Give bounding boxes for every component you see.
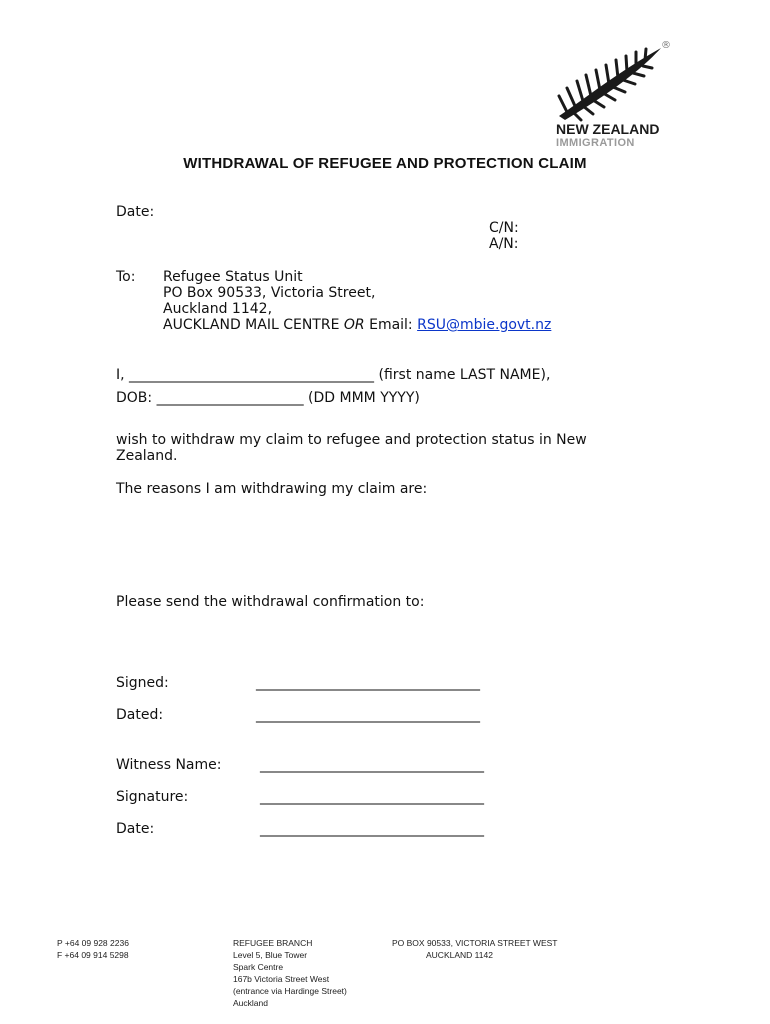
email-link[interactable]: RSU@mbie.govt.nz bbox=[417, 317, 552, 333]
i-prefix: I, bbox=[116, 367, 125, 383]
name-blank[interactable]: ___________________________________ bbox=[129, 367, 375, 383]
to-label: To: bbox=[116, 269, 136, 285]
footer-branch-line-4: 167b Victoria Street West bbox=[233, 974, 330, 984]
email-label: Email: bbox=[369, 317, 413, 333]
dated-label: Dated: bbox=[116, 707, 164, 723]
witness-date-blank[interactable]: ________________________________ bbox=[260, 821, 484, 837]
signed-blank[interactable]: ________________________________ bbox=[256, 675, 480, 691]
footer-branch-line-5: (entrance via Hardinge Street) bbox=[233, 986, 347, 996]
name-line bbox=[116, 367, 550, 383]
footer-branch-line-6: Auckland bbox=[233, 998, 268, 1008]
address-line-3: Auckland 1142, bbox=[163, 301, 273, 317]
signature-label: Signature: bbox=[116, 789, 189, 805]
dob-blank[interactable]: _____________________ bbox=[156, 390, 304, 406]
or-word: OR bbox=[343, 317, 365, 333]
logo-brand-line2: IMMIGRATION bbox=[556, 137, 635, 149]
footer-phone: P +64 09 928 2236 bbox=[57, 938, 129, 948]
witness-name-blank[interactable]: ________________________________ bbox=[260, 757, 484, 773]
signed-label: Signed: bbox=[116, 675, 169, 691]
withdraw-statement-line-1: wish to withdraw my claim to refugee and protection status in New bbox=[116, 432, 587, 448]
witness-name-label: Witness Name: bbox=[116, 757, 222, 773]
footer-branch-line-2: Level 5, Blue Tower bbox=[233, 950, 308, 960]
signature-blank[interactable]: ________________________________ bbox=[260, 789, 484, 805]
address-line-2: PO Box 90533, Victoria Street, bbox=[163, 285, 376, 301]
witness-date-label: Date: bbox=[116, 821, 155, 837]
withdraw-statement-line-2: Zealand. bbox=[116, 448, 178, 464]
footer-branch-line-1: REFUGEE BRANCH bbox=[233, 938, 313, 948]
logo-brand-line1: NEW ZEALAND bbox=[556, 121, 660, 137]
an-label: A/N: bbox=[489, 236, 519, 252]
dob-line bbox=[116, 390, 420, 406]
footer-fax: F +64 09 914 5298 bbox=[57, 950, 129, 960]
address-line-4 bbox=[163, 317, 551, 333]
footer-branch-line-3: Spark Centre bbox=[233, 962, 284, 972]
reasons-label: The reasons I am withdrawing my claim are: bbox=[116, 481, 428, 497]
footer-po-line-2: AUCKLAND 1142 bbox=[426, 950, 493, 960]
registered-mark: ® bbox=[661, 40, 671, 51]
date-label: Date: bbox=[116, 204, 155, 220]
mail-centre: AUCKLAND MAIL CENTRE bbox=[163, 317, 340, 333]
send-confirmation-label: Please send the withdrawal confirmation to: bbox=[116, 594, 425, 610]
footer-po-line-1: PO BOX 90533, VICTORIA STREET WEST bbox=[392, 938, 558, 948]
address-line-1: Refugee Status Unit bbox=[163, 269, 303, 285]
dated-blank[interactable]: ________________________________ bbox=[256, 707, 480, 723]
name-hint: (first name LAST NAME), bbox=[378, 367, 551, 383]
dob-hint: (DD MMM YYYY) bbox=[308, 390, 420, 406]
dob-label: DOB: bbox=[116, 390, 153, 406]
cn-label: C/N: bbox=[489, 220, 519, 236]
document-title: WITHDRAWAL OF REFUGEE AND PROTECTION CLAIM bbox=[183, 155, 587, 172]
